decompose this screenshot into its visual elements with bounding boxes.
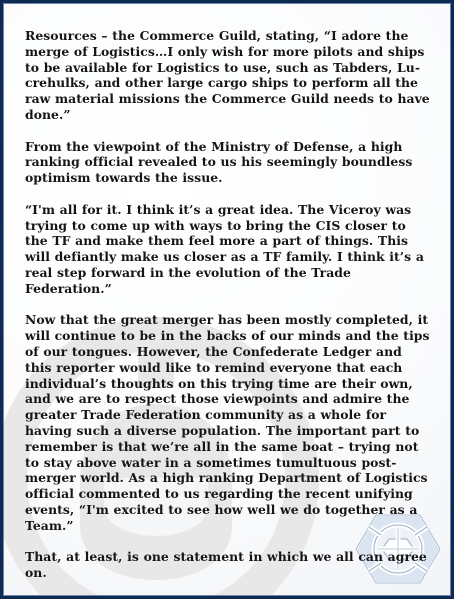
article-paragraph-2: From the viewpoint of the Ministry of Defense, a high ranking official revealed to us his seemingly boundless optimism towards the issue. (25, 138, 413, 186)
article-paragraph-4: Now that the great merger has been mostly completed, it will continue to be in the backs of our minds and the tips of our tongues. However, the Confederate Ledger and this reporter would like to remind everyone that each individual’s thoughts on this trying time are their own, and we are to respect those viewpoints and admire the greater Trade Federation community as a whole for having such a diverse population. The important part to remember is that we’re all in the same boat – trying not to stay above water in a sometimes tumultuous post-merger world. As a high ranking Department of Logistics official commented to us regarding the recent unifying events, “I'm excited to see how well we do together as a Team.” (25, 312, 430, 533)
article-paragraph-1: Resources – the Commerce Guild, stating, “I adore the merge of Logistics…I only wish for more pilots and ships to be available for Logistics to use, such as Tabders, Lu-crehulks, and other large cargo ships to perform all the raw material missions the Commerce Guild needs to have done.” (25, 28, 430, 122)
document-page (3, 3, 451, 596)
article-paragraph-5: That, at least, is one statement in which we all can agree on. (25, 549, 427, 581)
article-paragraph-3: “I'm all for it. I think it’s a great idea. The Viceroy was trying to come up with ways to bring the CIS closer to the TF and make them feel more a part of things. This will defiantly make us closer as a TF family. I think it’s a real step forward in the evolution of the Trade Federation.” (25, 201, 424, 296)
article-body (4, 4, 450, 581)
